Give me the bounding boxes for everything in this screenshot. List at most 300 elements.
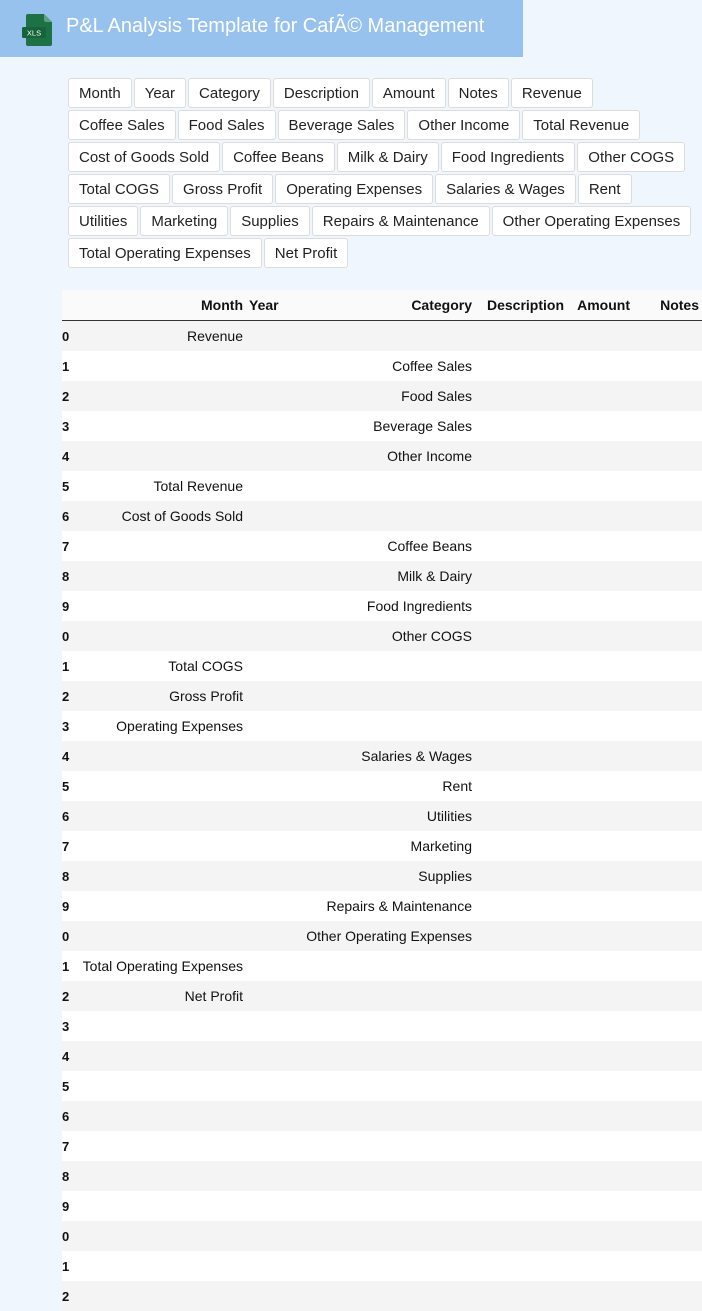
cell-month[interactable]: Total Operating Expenses	[68, 951, 246, 981]
cell-amount[interactable]	[567, 741, 633, 771]
column-chip[interactable]: Coffee Sales	[68, 110, 176, 140]
cell-index: 1	[62, 951, 68, 981]
cell-month[interactable]: Operating Expenses	[68, 711, 246, 741]
cell-notes[interactable]	[633, 1041, 702, 1071]
table-row[interactable]	[62, 411, 702, 441]
column-chip[interactable]: Operating Expenses	[275, 174, 433, 204]
cell-description[interactable]	[475, 711, 567, 741]
cell-description[interactable]	[475, 831, 567, 861]
cell-amount[interactable]	[567, 501, 633, 531]
cell-description[interactable]	[475, 861, 567, 891]
cell-index: 7	[62, 1131, 68, 1161]
cell-index: 1	[62, 1251, 68, 1281]
cell-month[interactable]	[68, 1131, 246, 1161]
cell-year[interactable]	[246, 711, 294, 741]
cell-notes[interactable]	[633, 1011, 702, 1041]
column-chip[interactable]: Salaries & Wages	[435, 174, 576, 204]
cell-category[interactable]	[294, 1071, 475, 1101]
cell-index: 9	[62, 1191, 68, 1221]
cell-notes[interactable]	[633, 411, 702, 441]
column-chip[interactable]: Net Profit	[264, 238, 349, 268]
cell-amount[interactable]	[567, 531, 633, 561]
cell-index: 2	[62, 681, 68, 711]
cell-amount[interactable]	[567, 801, 633, 831]
table-row[interactable]	[62, 651, 702, 681]
cell-year[interactable]	[246, 1251, 294, 1281]
cell-description[interactable]	[475, 951, 567, 981]
table-row[interactable]	[62, 531, 702, 561]
cell-month[interactable]	[68, 891, 246, 921]
cell-category[interactable]	[294, 651, 475, 681]
cell-notes[interactable]	[633, 1131, 702, 1161]
cell-notes[interactable]	[633, 711, 702, 741]
cell-index: 1	[62, 351, 68, 381]
table-row[interactable]	[62, 561, 702, 591]
cell-month[interactable]	[68, 1041, 246, 1071]
cell-year[interactable]	[246, 1281, 294, 1311]
cell-month[interactable]: Cost of Goods Sold	[68, 501, 246, 531]
cell-description[interactable]	[475, 741, 567, 771]
cell-category[interactable]: Other Operating Expenses	[294, 921, 475, 951]
cell-category[interactable]	[294, 1131, 475, 1161]
cell-month[interactable]: Revenue	[68, 321, 246, 352]
table-row[interactable]	[62, 501, 702, 531]
cell-month[interactable]	[68, 1161, 246, 1191]
data-table-container[interactable]	[68, 290, 678, 1292]
cell-category[interactable]	[294, 1101, 475, 1131]
cell-category[interactable]: Utilities	[294, 801, 475, 831]
cell-description[interactable]	[475, 531, 567, 561]
cell-category[interactable]	[294, 711, 475, 741]
table-row[interactable]	[62, 951, 702, 981]
cell-year[interactable]	[246, 921, 294, 951]
cell-description[interactable]	[475, 1011, 567, 1041]
table-row[interactable]	[62, 621, 702, 651]
cell-month[interactable]	[68, 1221, 246, 1251]
cell-amount[interactable]	[567, 1131, 633, 1161]
table-row[interactable]	[62, 891, 702, 921]
cell-month[interactable]	[68, 591, 246, 621]
table-row[interactable]	[62, 771, 702, 801]
cell-notes[interactable]	[633, 951, 702, 981]
cell-description[interactable]	[475, 351, 567, 381]
cell-description[interactable]	[475, 381, 567, 411]
cell-amount[interactable]	[567, 891, 633, 921]
cell-notes[interactable]	[633, 561, 702, 591]
cell-amount[interactable]	[567, 561, 633, 591]
cell-month[interactable]: Total COGS	[68, 651, 246, 681]
cell-year[interactable]	[246, 801, 294, 831]
cell-category[interactable]	[294, 1161, 475, 1191]
cell-year[interactable]	[246, 1221, 294, 1251]
cell-notes[interactable]	[633, 381, 702, 411]
cell-index: 6	[62, 1101, 68, 1131]
column-chip[interactable]: Category	[188, 78, 271, 108]
cell-month[interactable]	[68, 861, 246, 891]
column-chip[interactable]: Coffee Beans	[222, 142, 335, 172]
column-chip[interactable]: Amount	[372, 78, 446, 108]
cell-month[interactable]	[68, 1191, 246, 1221]
table-row[interactable]	[62, 1071, 702, 1101]
cell-category[interactable]: Coffee Beans	[294, 531, 475, 561]
cell-notes[interactable]	[633, 471, 702, 501]
cell-year[interactable]	[246, 1011, 294, 1041]
cell-year[interactable]	[246, 1131, 294, 1161]
cell-notes[interactable]	[633, 621, 702, 651]
cell-year[interactable]	[246, 561, 294, 591]
cell-year[interactable]	[246, 531, 294, 561]
cell-index: 6	[62, 801, 68, 831]
cell-notes[interactable]	[633, 351, 702, 381]
cell-category[interactable]: Food Sales	[294, 381, 475, 411]
cell-index: 7	[62, 531, 68, 561]
cell-description[interactable]	[475, 1071, 567, 1101]
column-chip[interactable]: Total COGS	[68, 174, 170, 204]
cell-year[interactable]	[246, 591, 294, 621]
cell-index: 5	[62, 471, 68, 501]
table-row[interactable]	[62, 1191, 702, 1221]
cell-month[interactable]	[68, 741, 246, 771]
cell-description[interactable]	[475, 1041, 567, 1071]
cell-category[interactable]: Coffee Sales	[294, 351, 475, 381]
cell-notes[interactable]	[633, 651, 702, 681]
cell-year[interactable]	[246, 1101, 294, 1131]
column-chip[interactable]: Utilities	[68, 206, 138, 236]
cell-description[interactable]	[475, 1131, 567, 1161]
cell-amount[interactable]	[567, 1221, 633, 1251]
cell-year[interactable]	[246, 1191, 294, 1221]
cell-amount[interactable]	[567, 861, 633, 891]
cell-description[interactable]	[475, 1251, 567, 1281]
cell-category[interactable]	[294, 471, 475, 501]
cell-index: 6	[62, 501, 68, 531]
cell-description[interactable]	[475, 441, 567, 471]
cell-index: 9	[62, 591, 68, 621]
cell-category[interactable]: Supplies	[294, 861, 475, 891]
cell-notes[interactable]	[633, 591, 702, 621]
cell-description[interactable]	[475, 471, 567, 501]
cell-amount[interactable]	[567, 651, 633, 681]
table-row[interactable]	[62, 741, 702, 771]
cell-notes[interactable]	[633, 321, 702, 352]
table-row[interactable]	[62, 861, 702, 891]
table-row[interactable]	[62, 711, 702, 741]
table-row[interactable]	[62, 921, 702, 951]
cell-category[interactable]: Marketing	[294, 831, 475, 861]
cell-index: 0	[62, 1221, 68, 1251]
cell-amount[interactable]	[567, 831, 633, 861]
column-header-year[interactable]: Year	[246, 290, 294, 321]
table-row[interactable]	[62, 1011, 702, 1041]
column-chip[interactable]: Supplies	[230, 206, 310, 236]
cell-month[interactable]	[68, 1101, 246, 1131]
cell-amount[interactable]	[567, 771, 633, 801]
cell-amount[interactable]	[567, 1251, 633, 1281]
cell-month[interactable]: Gross Profit	[68, 681, 246, 711]
cell-notes[interactable]	[633, 1101, 702, 1131]
cell-year[interactable]	[246, 501, 294, 531]
cell-month[interactable]	[68, 1251, 246, 1281]
cell-notes[interactable]	[633, 981, 702, 1011]
cell-notes[interactable]	[633, 801, 702, 831]
cell-month[interactable]	[68, 441, 246, 471]
cell-category[interactable]	[294, 1191, 475, 1221]
cell-notes[interactable]	[633, 771, 702, 801]
cell-amount[interactable]	[567, 981, 633, 1011]
cell-description[interactable]	[475, 1281, 567, 1311]
column-chip[interactable]: Food Ingredients	[441, 142, 576, 172]
cell-description[interactable]	[475, 1191, 567, 1221]
cell-year[interactable]	[246, 861, 294, 891]
cell-year[interactable]	[246, 951, 294, 981]
column-chip[interactable]: Other Income	[407, 110, 520, 140]
table-body	[62, 321, 702, 1311]
cell-month[interactable]	[68, 831, 246, 861]
table-row[interactable]	[62, 351, 702, 381]
cell-description[interactable]	[475, 771, 567, 801]
cell-notes[interactable]	[633, 921, 702, 951]
cell-index: 2	[62, 981, 68, 1011]
cell-index: 4	[62, 1041, 68, 1071]
cell-amount[interactable]	[567, 1161, 633, 1191]
column-chip[interactable]: Description	[273, 78, 370, 108]
column-chip[interactable]: Repairs & Maintenance	[312, 206, 490, 236]
cell-year[interactable]	[246, 411, 294, 441]
cell-amount[interactable]	[567, 1041, 633, 1071]
column-chip[interactable]: Milk & Dairy	[337, 142, 439, 172]
cell-month[interactable]	[68, 1011, 246, 1041]
cell-year[interactable]	[246, 1161, 294, 1191]
cell-index: 8	[62, 561, 68, 591]
cell-year[interactable]	[246, 321, 294, 352]
cell-year[interactable]	[246, 1071, 294, 1101]
cell-month[interactable]: Total Revenue	[68, 471, 246, 501]
cell-month[interactable]	[68, 621, 246, 651]
table-row[interactable]	[62, 981, 702, 1011]
cell-index: 0	[62, 921, 68, 951]
cell-amount[interactable]	[567, 681, 633, 711]
column-chip[interactable]: Revenue	[511, 78, 593, 108]
cell-notes[interactable]	[633, 501, 702, 531]
cell-description[interactable]	[475, 561, 567, 591]
column-chip[interactable]: Other COGS	[577, 142, 685, 172]
cell-notes[interactable]	[633, 1251, 702, 1281]
cell-year[interactable]	[246, 471, 294, 501]
column-chip[interactable]: Rent	[578, 174, 632, 204]
table-row[interactable]	[62, 681, 702, 711]
table-row[interactable]	[62, 801, 702, 831]
cell-description[interactable]	[475, 1221, 567, 1251]
cell-index: 2	[62, 381, 68, 411]
cell-month[interactable]	[68, 561, 246, 591]
column-chip[interactable]: Beverage Sales	[278, 110, 406, 140]
column-chip[interactable]: Cost of Goods Sold	[68, 142, 220, 172]
cell-notes[interactable]	[633, 861, 702, 891]
table-row[interactable]	[62, 471, 702, 501]
cell-category[interactable]: Rent	[294, 771, 475, 801]
cell-amount[interactable]	[567, 621, 633, 651]
table-row[interactable]	[62, 1131, 702, 1161]
column-header-month[interactable]: Month	[68, 290, 246, 321]
cell-amount[interactable]	[567, 1191, 633, 1221]
cell-amount[interactable]	[567, 381, 633, 411]
column-chip[interactable]: Gross Profit	[172, 174, 273, 204]
cell-year[interactable]	[246, 771, 294, 801]
cell-category[interactable]	[294, 1281, 475, 1311]
cell-category[interactable]	[294, 321, 475, 352]
cell-index: 3	[62, 1011, 68, 1041]
cell-description[interactable]	[475, 681, 567, 711]
cell-notes[interactable]	[633, 1071, 702, 1101]
cell-amount[interactable]	[567, 711, 633, 741]
cell-year[interactable]	[246, 621, 294, 651]
cell-category[interactable]	[294, 1251, 475, 1281]
cell-index: 3	[62, 411, 68, 441]
cell-month[interactable]	[68, 801, 246, 831]
cell-year[interactable]	[246, 831, 294, 861]
cell-description[interactable]	[475, 501, 567, 531]
table-row[interactable]	[62, 1161, 702, 1191]
cell-index: 4	[62, 741, 68, 771]
cell-category[interactable]	[294, 1041, 475, 1071]
cell-category[interactable]: Milk & Dairy	[294, 561, 475, 591]
cell-amount[interactable]	[567, 471, 633, 501]
cell-month[interactable]	[68, 531, 246, 561]
cell-year[interactable]	[246, 681, 294, 711]
table-row[interactable]	[62, 1101, 702, 1131]
cell-month[interactable]	[68, 921, 246, 951]
cell-description[interactable]	[475, 981, 567, 1011]
cell-index: 8	[62, 1161, 68, 1191]
cell-amount[interactable]	[567, 1071, 633, 1101]
cell-index: 5	[62, 771, 68, 801]
table-row[interactable]	[62, 321, 702, 352]
column-chip[interactable]: Food Sales	[178, 110, 276, 140]
cell-category[interactable]	[294, 501, 475, 531]
column-header-category[interactable]: Category	[294, 290, 475, 321]
title-bar	[0, 0, 523, 57]
cell-month[interactable]: Net Profit	[68, 981, 246, 1011]
table-row[interactable]	[62, 591, 702, 621]
cell-month[interactable]	[68, 1281, 246, 1311]
table-row[interactable]	[62, 1041, 702, 1071]
cell-index: 5	[62, 1071, 68, 1101]
cell-year[interactable]	[246, 441, 294, 471]
cell-amount[interactable]	[567, 351, 633, 381]
cell-year[interactable]	[246, 981, 294, 1011]
cell-category[interactable]	[294, 951, 475, 981]
cell-month[interactable]	[68, 351, 246, 381]
data-table	[62, 290, 702, 1311]
cell-category[interactable]	[294, 681, 475, 711]
cell-description[interactable]	[475, 801, 567, 831]
table-row[interactable]	[62, 831, 702, 861]
cell-amount[interactable]	[567, 1011, 633, 1041]
cell-notes[interactable]	[633, 741, 702, 771]
column-chip[interactable]: Year	[134, 78, 186, 108]
column-chip[interactable]: Month	[68, 78, 132, 108]
spreadsheet-file-icon	[22, 14, 52, 46]
cell-month[interactable]	[68, 411, 246, 441]
cell-index: 0	[62, 621, 68, 651]
cell-index: 2	[62, 1281, 68, 1311]
cell-amount[interactable]	[567, 411, 633, 441]
cell-year[interactable]	[246, 351, 294, 381]
column-header-amount[interactable]: Amount	[567, 290, 633, 321]
column-chip[interactable]: Marketing	[140, 206, 228, 236]
column-chip[interactable]: Other Operating Expenses	[492, 206, 692, 236]
cell-description[interactable]	[475, 321, 567, 352]
cell-notes[interactable]	[633, 1281, 702, 1311]
cell-category[interactable]: Other COGS	[294, 621, 475, 651]
column-chip[interactable]: Total Revenue	[522, 110, 640, 140]
cell-amount[interactable]	[567, 321, 633, 352]
cell-year[interactable]	[246, 891, 294, 921]
cell-month[interactable]	[68, 1071, 246, 1101]
cell-description[interactable]	[475, 1101, 567, 1131]
cell-description[interactable]	[475, 621, 567, 651]
cell-notes[interactable]	[633, 831, 702, 861]
cell-description[interactable]	[475, 591, 567, 621]
column-chip[interactable]: Notes	[448, 78, 509, 108]
cell-notes[interactable]	[633, 891, 702, 921]
cell-notes[interactable]	[633, 681, 702, 711]
cell-amount[interactable]	[567, 1281, 633, 1311]
cell-month[interactable]	[68, 771, 246, 801]
cell-category[interactable]	[294, 1221, 475, 1251]
cell-year[interactable]	[246, 741, 294, 771]
cell-category[interactable]: Salaries & Wages	[294, 741, 475, 771]
cell-description[interactable]	[475, 1161, 567, 1191]
cell-description[interactable]	[475, 891, 567, 921]
cell-amount[interactable]	[567, 591, 633, 621]
cell-year[interactable]	[246, 381, 294, 411]
column-chip[interactable]: Total Operating Expenses	[68, 238, 262, 268]
cell-notes[interactable]	[633, 1191, 702, 1221]
cell-notes[interactable]	[633, 441, 702, 471]
cell-category[interactable]: Repairs & Maintenance	[294, 891, 475, 921]
cell-description[interactable]	[475, 411, 567, 441]
table-row[interactable]	[62, 1251, 702, 1281]
cell-amount[interactable]	[567, 1101, 633, 1131]
cell-amount[interactable]	[567, 951, 633, 981]
cell-description[interactable]	[475, 651, 567, 681]
table-row[interactable]	[62, 1221, 702, 1251]
cell-index: 3	[62, 711, 68, 741]
table-row[interactable]	[62, 1281, 702, 1311]
cell-notes[interactable]	[633, 531, 702, 561]
cell-notes[interactable]	[633, 1221, 702, 1251]
cell-category[interactable]: Beverage Sales	[294, 411, 475, 441]
cell-category[interactable]: Food Ingredients	[294, 591, 475, 621]
column-header-notes[interactable]: Notes	[633, 290, 702, 321]
table-row[interactable]	[62, 441, 702, 471]
cell-index: 9	[62, 891, 68, 921]
cell-category[interactable]	[294, 981, 475, 1011]
cell-notes[interactable]	[633, 1161, 702, 1191]
column-header-description[interactable]: Description	[475, 290, 567, 321]
cell-category[interactable]: Other Income	[294, 441, 475, 471]
cell-amount[interactable]	[567, 441, 633, 471]
cell-month[interactable]	[68, 381, 246, 411]
cell-description[interactable]	[475, 921, 567, 951]
table-row[interactable]	[62, 381, 702, 411]
cell-year[interactable]	[246, 1041, 294, 1071]
cell-category[interactable]	[294, 1011, 475, 1041]
cell-amount[interactable]	[567, 921, 633, 951]
cell-year[interactable]	[246, 651, 294, 681]
file-icon-label: XLS	[27, 29, 41, 38]
